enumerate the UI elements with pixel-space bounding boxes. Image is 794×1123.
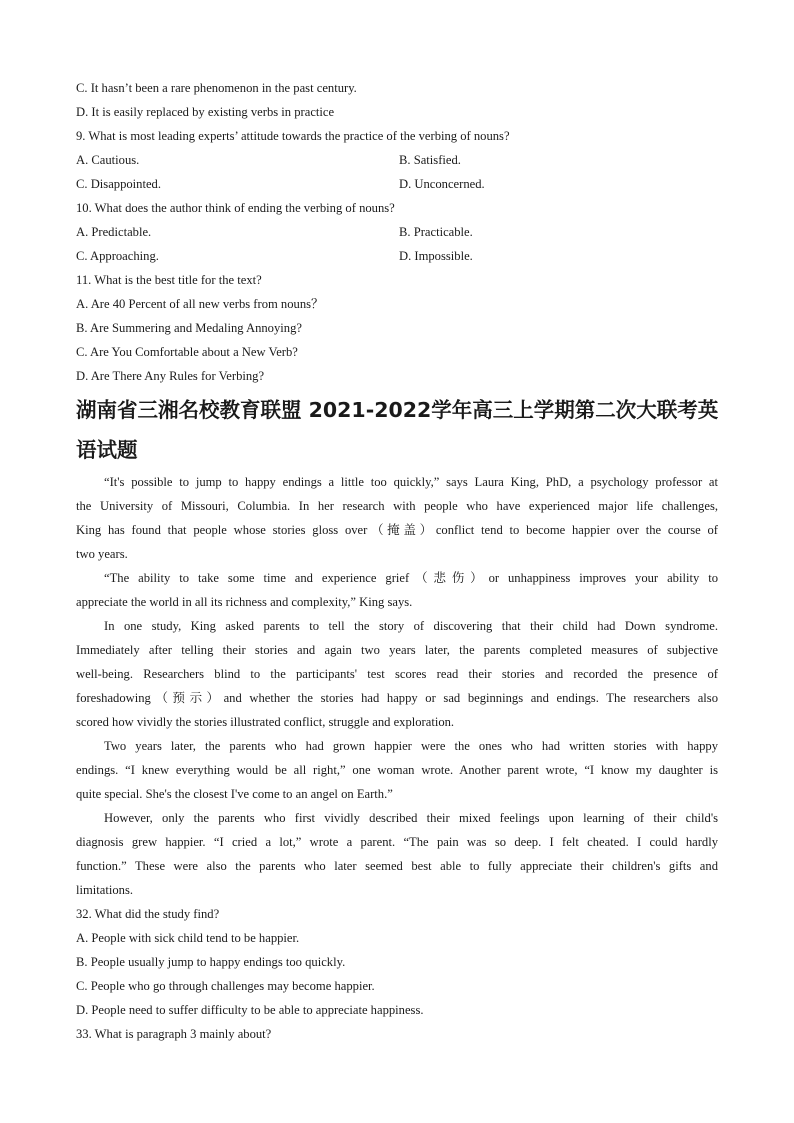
option-d: D. Impossible. xyxy=(399,249,473,263)
passage-paragraph-2-line: appreciate the world in all its richness and complexity,” King says. xyxy=(76,595,413,609)
option-b: B. People usually jump to happy endings too quickly. xyxy=(76,955,346,969)
question-10: 10. What does the author think of ending the verbing of nouns? xyxy=(76,201,395,215)
passage-paragraph-4-line: quite special. She's the closest I've come to an angel on Earth.” xyxy=(76,787,393,801)
option-d: D. It is easily replaced by existing verbs in practice xyxy=(76,105,335,119)
option-a: A. Cautious. xyxy=(76,153,140,167)
passage-paragraph-5-line: However, only the parents who first vividly described their mixed feelings upon learning of their child's xyxy=(104,811,718,825)
passage-paragraph-3-line: well-being. Researchers blind to the participants' test scores read their stories and recorded the presence of xyxy=(76,667,718,681)
section-title: 湖南省三湘名校教育联盟 2021-2022学年高三上学期第二次大联考英 xyxy=(76,398,719,422)
option-d: D. People need to suffer difficulty to be able to appreciate happiness. xyxy=(76,1003,424,1017)
passage-paragraph-4-line: Two years later, the parents who had grown happier were the ones who had written stories with happy xyxy=(104,739,718,753)
question-33: 33. What is paragraph 3 mainly about? xyxy=(76,1027,272,1041)
section-title-continued: 语试题 xyxy=(76,438,138,462)
passage-paragraph-1-line: the University of Missouri, Columbia. In her research with people who have experienced major life challenges, xyxy=(76,499,718,513)
option-d: D. Unconcerned. xyxy=(399,177,485,191)
passage-paragraph-3-line: foreshadowing（预示）and whether the stories had happy or sad beginnings and endings. The researchers also xyxy=(76,691,718,705)
passage-paragraph-1-line: two years. xyxy=(76,547,128,561)
passage-paragraph-5-line: limitations. xyxy=(76,883,134,897)
option-c: C. Approaching. xyxy=(76,249,159,263)
option-c: C. It hasn’t been a rare phenomenon in the past century. xyxy=(76,81,357,95)
option-a: A. Are 40 Percent of all new verbs from nouns？ xyxy=(76,297,324,311)
option-c: C. Are You Comfortable about a New Verb? xyxy=(76,345,298,359)
option-d: D. Are There Any Rules for Verbing? xyxy=(76,369,265,383)
passage-paragraph-1-line: “It's possible to jump to happy endings a little too quickly,” says Laura King, PhD, a psychology professor at xyxy=(104,475,718,489)
option-b: B. Practicable. xyxy=(399,225,473,239)
option-c: C. Disappointed. xyxy=(76,177,162,191)
option-a: A. Predictable. xyxy=(76,225,152,239)
passage-paragraph-5-line: diagnosis grew happier. “I cried a lot,” wrote a parent. “The pain was so deep. I felt cheated. I could hardly xyxy=(76,835,718,849)
passage-paragraph-2-line: “The ability to take some time and experience grief（悲伤）or unhappiness improves your ability to xyxy=(104,571,718,585)
option-b: B. Are Summering and Medaling Annoying? xyxy=(76,321,302,335)
passage-paragraph-3-line: In one study, King asked parents to tell the story of discovering that their child had Down syndrome. xyxy=(104,619,718,633)
question-9: 9. What is most leading experts’ attitude towards the practice of the verbing of nouns? xyxy=(76,129,510,143)
option-c: C. People who go through challenges may become happier. xyxy=(76,979,375,993)
option-b: B. Satisfied. xyxy=(399,153,461,167)
question-32: 32. What did the study find? xyxy=(76,907,220,921)
passage-paragraph-3-line: Immediately after telling their stories and again two years later, the parents completed measures of subjective xyxy=(76,643,718,657)
passage-paragraph-3-line: scored how vividly the stories illustrated conflict, struggle and exploration. xyxy=(76,715,455,729)
passage-paragraph-5-line: function.” These were also the parents who later seemed best able to fully appreciate their children's gifts and xyxy=(76,859,718,873)
question-11: 11. What is the best title for the text? xyxy=(76,273,262,287)
option-a: A. People with sick child tend to be happier. xyxy=(76,931,300,945)
passage-paragraph-1-line: King has found that people whose stories gloss over（掩盖）conflict tend to become happier over the course of xyxy=(76,523,718,537)
passage-paragraph-4-line: endings. “I knew everything would be all right,” one woman wrote. Another parent wrote, “I know my daughter is xyxy=(76,763,718,777)
